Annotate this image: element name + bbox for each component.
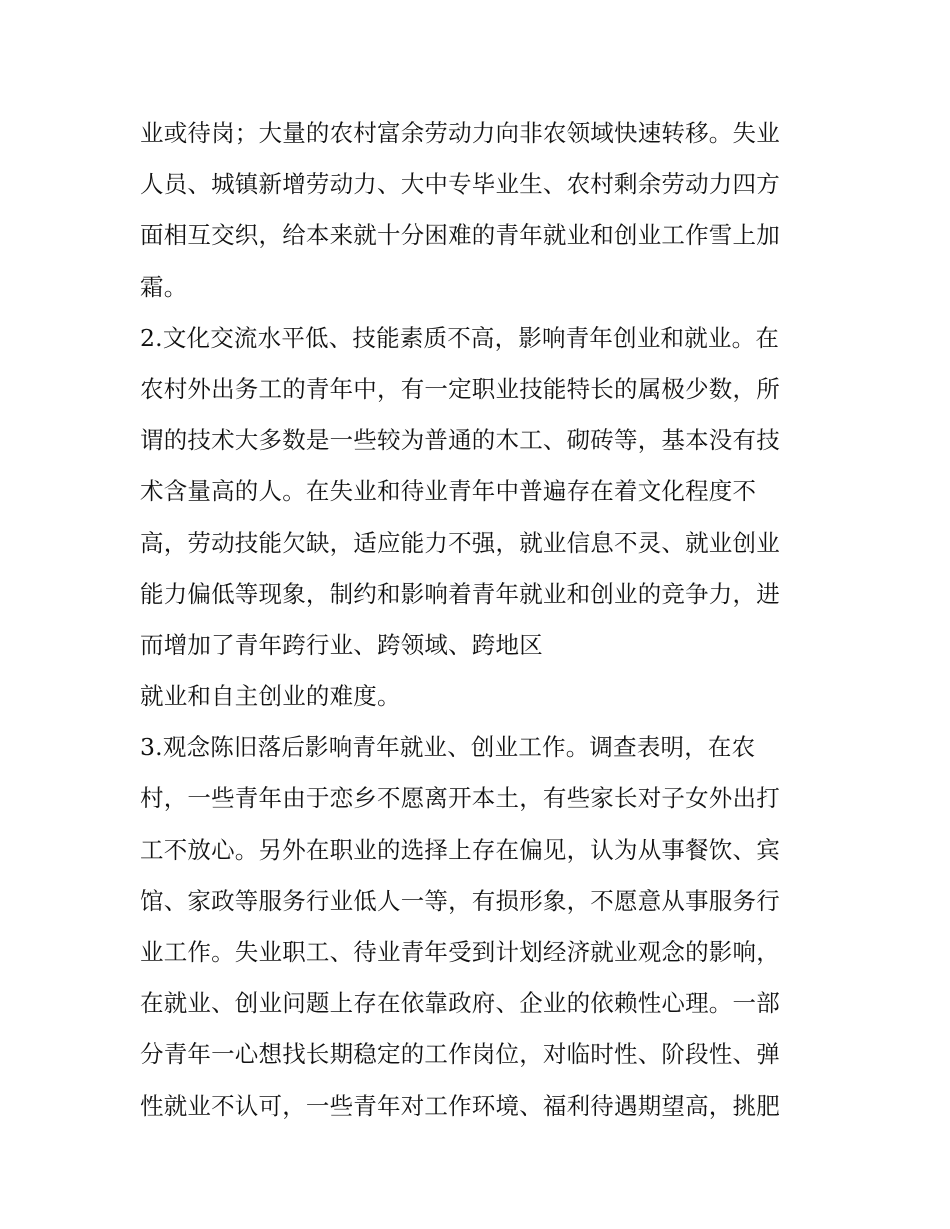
section-2-heading-line: 2.文化交流水平低、技能素质不高，影响青年创业和就业。在 [140, 323, 780, 352]
text-line: 术含量高的人。在失业和待业青年中普遍存在着文化程度不 [140, 477, 757, 506]
text-line: 馆、家政等服务行业低人一等，有损形象，不愿意从事服务行 [140, 886, 780, 915]
text-line: 就业和自主创业的难度。 [140, 682, 401, 711]
text-line: 分青年一心想找长期稳定的工作岗位，对临时性、阶段性、弹 [140, 1040, 780, 1069]
text-line: 在就业、创业问题上存在依靠政府、企业的依赖性心理。一部 [140, 989, 780, 1018]
text-line: 能力偏低等现象，制约和影响着青年就业和创业的竞争力，进 [140, 579, 780, 608]
text-line: 工不放心。另外在职业的选择上存在偏见，认为从事餐饮、宾 [140, 835, 780, 864]
body-text [140, 108, 820, 1132]
text-line: 性就业不认可，一些青年对工作环境、福利待遇期望高，挑肥 [140, 1091, 780, 1120]
text-line: 面相互交织，给本来就十分困难的青年就业和创业工作雪上加 [140, 221, 780, 250]
text-line: 霜。 [140, 272, 188, 301]
text-line: 高，劳动技能欠缺，适应能力不强，就业信息不灵、就业创业 [140, 528, 780, 557]
text-line: 而增加了青年跨行业、跨领域、跨地区 [140, 630, 543, 659]
text-line: 农村外出务工的青年中，有一定职业技能特长的属极少数，所 [140, 374, 780, 403]
text-line: 业或待岗；大量的农村富余劳动力向非农领域快速转移。失业 [140, 119, 780, 147]
text-line: 业工作。失业职工、待业青年受到计划经济就业观念的影响， [140, 938, 780, 966]
text-line: 村，一些青年由于恋乡不愿离开本土，有些家长对子女外出打 [140, 784, 780, 813]
text-line: 人员、城镇新增劳动力、大中专毕业生、农村剩余劳动力四方 [140, 170, 780, 199]
section-3-heading-line: 3.观念陈旧落后影响青年就业、创业工作。调查表明，在农 [140, 733, 756, 762]
text-line: 谓的技术大多数是一些较为普通的木工、砌砖等，基本没有技 [140, 426, 780, 455]
